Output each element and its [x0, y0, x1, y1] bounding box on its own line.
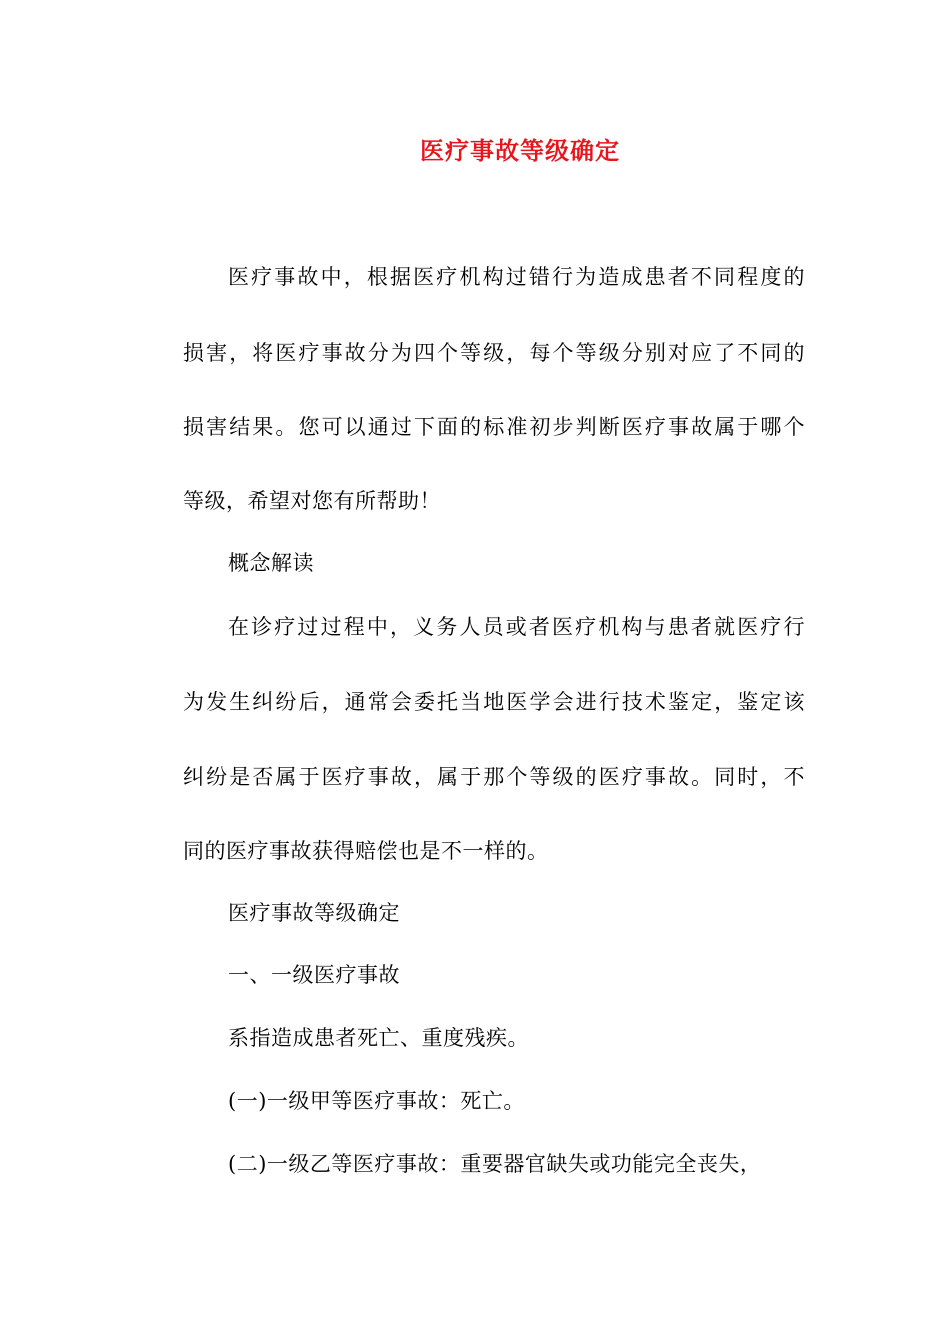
paragraph-line: 等级，希望对您有所帮助！ — [183, 489, 441, 513]
paragraph-line: 系指造成患者死亡、重度残疾。 — [228, 1026, 529, 1050]
section-heading: 一、一级医疗事故 — [228, 963, 400, 987]
list-item: (二)一级乙等医疗事故：重要器官缺失或功能完全丧失， — [228, 1152, 762, 1176]
paragraph-line: 在诊疗过过程中，义务人员或者医疗机构与患者就医疗行 — [228, 615, 805, 639]
paragraph-line: 纠纷是否属于医疗事故，属于那个等级的医疗事故。同时，不 — [183, 765, 805, 789]
paragraph-line: 为发生纠纷后，通常会委托当地医学会进行技术鉴定，鉴定该 — [183, 690, 805, 714]
paragraph-line: 医疗事故中，根据医疗机构过错行为造成患者不同程度的 — [228, 265, 805, 289]
paragraph-line: 损害结果。您可以通过下面的标准初步判断医疗事故属于哪个 — [183, 415, 805, 439]
section-heading: 概念解读 — [228, 551, 314, 575]
document-title: 医疗事故等级确定 — [420, 136, 620, 165]
list-item: (一)一级甲等医疗事故：死亡。 — [228, 1089, 525, 1113]
section-heading: 医疗事故等级确定 — [228, 901, 400, 925]
paragraph-line: 损害，将医疗事故分为四个等级，每个等级分别对应了不同的 — [183, 341, 805, 365]
paragraph-line: 同的医疗事故获得赔偿也是不一样的。 — [183, 839, 549, 863]
